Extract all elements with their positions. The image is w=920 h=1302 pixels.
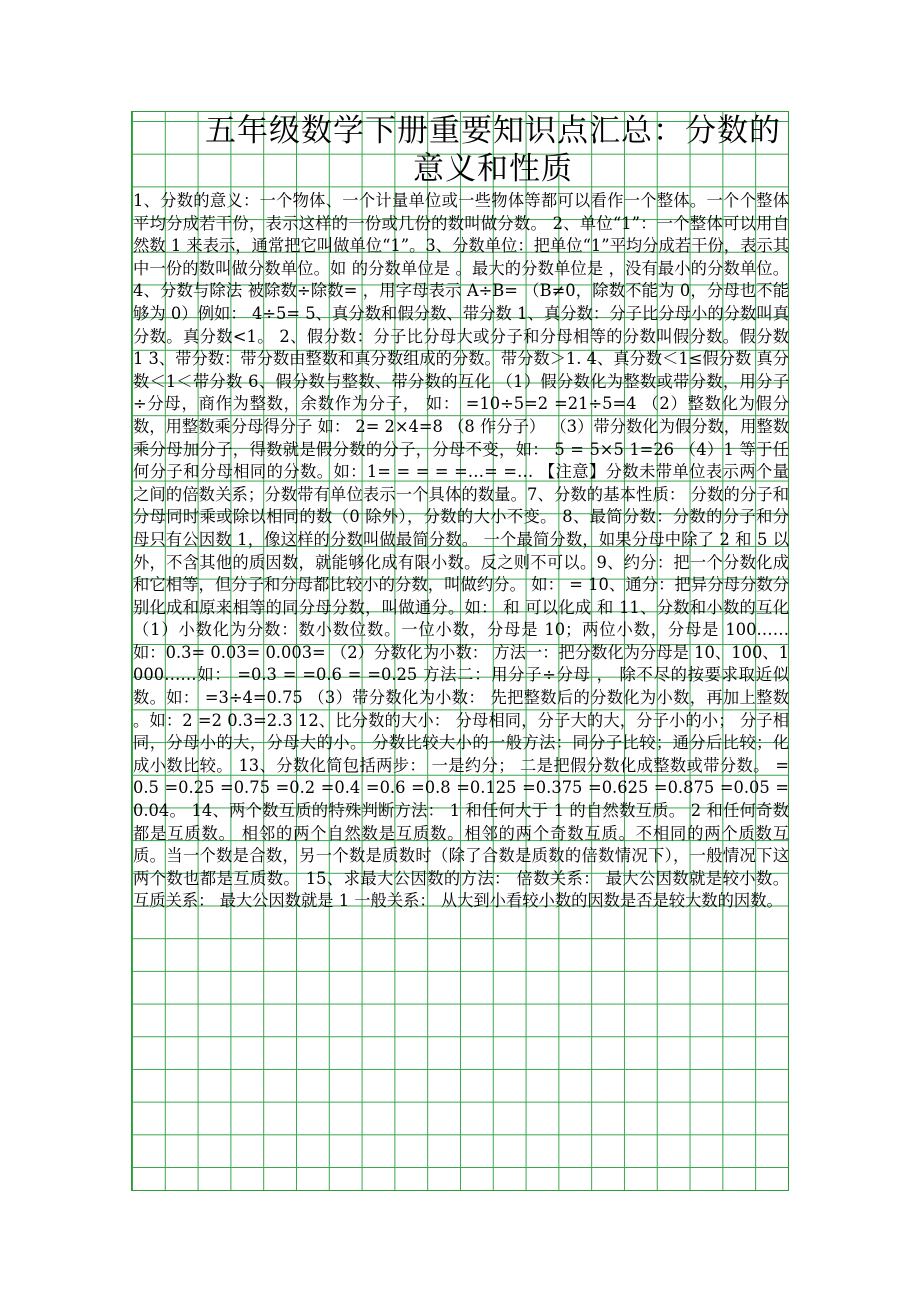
document-title: 五年级数学下册重要知识点汇总：分数的意义和性质 <box>205 113 781 187</box>
document-body: 1、分数的意义：一个物体、一个计量单位或一些物体等都可以看作一个整体。一个个整体平均分成若干份，表示这样的一份或几份的数叫做分数。 2、单位“1”：一个整体可以用自然数 1 来表示，通常把它叫做单位“1”。3、分数单位：把单位“1”平均分成若干份，表示其中一份的数叫做分数单位。如 的分数单位是 。最大的分数单位是 ，没有最小的分数单位。 4、分数与除法 被除数÷除数= ，用字母表示 A÷B= （B≠0，除数不能为 0，分母也不能够为 0）例如： 4÷5= 5、真分数和假分数、带分数 1、真分数：分子比分母小的分数叫真分数。真分数<1。 2、假分数：分子比分母大或分子和分母相等的分数叫假分数。假分数 1 3、带分数：带分数由整数和真分数组成的分数。带分数＞1. 4、真分数＜1≤假分数 真分数＜1＜带分数 6、假分数与整数、带分数的互化 （1）假分数化为整数或带分数，用分子÷分母，商作为整数，余数作为分子， 如： =10÷5=2 =21÷5=4 （2）整数化为假分数，用整数乘分母得分子 如： 2= 2×4=8 （8 作分子） （3）带分数化为假分数，用整数乘分母加分子，得数就是假分数的分子，分母不变，如： 5 = 5×5 1=26 （4）1 等于任何分子和分母相同的分数。如：1= = = = =…= =… 【注意】分数未带单位表示两个量之间的倍数关系；分数带有单位表示一个具体的数量。7、分数的基本性质： 分数的分子和分母同时乘或除以相同的数（0 除外），分数的大小不变。 8、最简分数：分数的分子和分母只有公因数 1，像这样的分数叫做最简分数。 一个最简分数，如果分母中除了 2 和 5 以外，不含其他的质因数，就能够化成有限小数。反之则不可以。9、约分：把一个分数化成和它相等，但分子和分母都比较小的分数，叫做约分。 如： = 10、通分：把异分母分数分别化成和原来相等的同分母分数，叫做通分。如： 和 可以化成 和 11、分数和小数的互化 （1）小数化为分数：数小数位数。一位小数，分母是 10；两位小数，分母是 100……如：0.3= 0.03= 0.003= （2）分数化为小数： 方法一：把分数化为分母是 10、100、1000……如： =0.3 = =0.6 = =0.25 方法二：用分子÷分母 ， 除不尽的按要求取近似数。如： =3÷4=0.75 （3）带分数化为小数： 先把整数后的分数化为小数，再加上整数 。如：2 =2 0.3=2.3 12、比分数的大小： 分母相同，分子大的大，分子小的小； 分子相同，分母小的大，分母大的小。 分数比较大小的一般方法：同分子比较；通分后比较；化成小数比较。 13、分数化简包括两步： 一是约分； 二是把假分数化成整数或带分数。 =0.5 =0.25 =0.75 =0.2 =0.4 =0.6 =0.8 =0.125 =0.375 =0.625 =0.875 =0.05 =0.04。 14、两个数互质的特殊判断方法： 1 和任何大于 1 的自然数互质。 2 和任何奇数都是互质数。 相邻的两个自然数是互质数。相邻的两个奇数互质。不相同的两个质数互质。当一个数是合数，另一个数是质数时（除了合数是质数的倍数情况下），一般情况下这两个数也都是互质数。 15、求最大公因数的方法： 倍数关系： 最大公因数就是较小数。 互质关系： 最大公因数就是 1 一般关系： 从大到小看较小数的因数是否是较大数的因数。 <box>133 191 789 911</box>
